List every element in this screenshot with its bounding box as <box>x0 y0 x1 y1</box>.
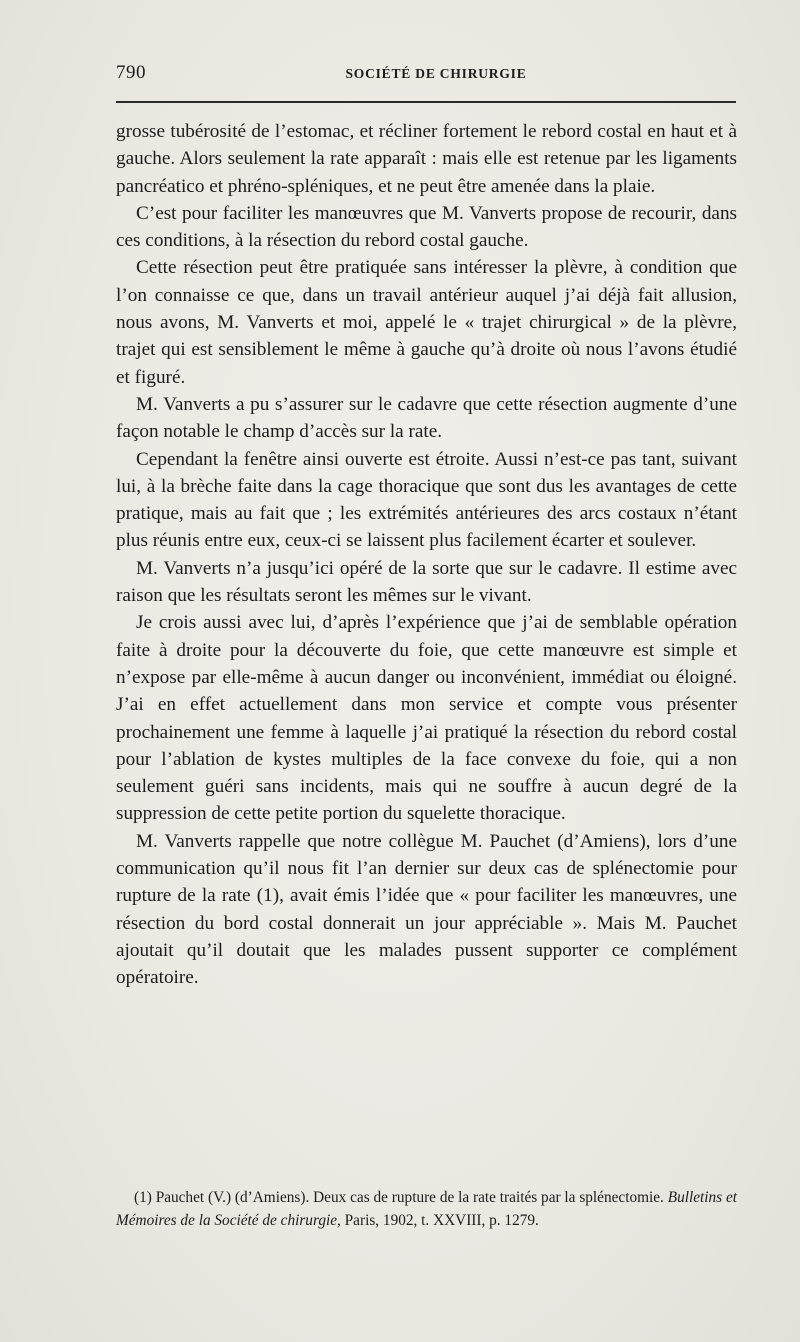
paragraph: M. Vanverts a pu s’assurer sur le cadavre que cette résection augmente d’une façon notable le champ d’accès sur la rate. <box>116 393 737 443</box>
paragraph: Cependant la fenêtre ainsi ouverte est étroite. Aussi n’est-ce pas tant, suivant lui, à la brèche faite dans la cage thoracique que sont dus les avantages de cette pratique, mais au fait que ; les extrémités antérieures des arcs costaux n’étant plus réunis entre eux, ceux-ci se laissent plus facilement écarter et soulever. <box>116 448 737 552</box>
paragraph: C’est pour faciliter les manœuvres que M. Vanverts propose de recourir, dans ces conditions, à la résection du rebord costal gauche. <box>116 202 737 252</box>
paragraph: M. Vanverts rappelle que notre collègue M. Pauchet (d’Amiens), lors d’une communication qu’il nous fit l’an dernier sur deux cas de splénectomie pour rupture de la rate (1), avait émis l’idée que « pour faciliter les manœuvres, une résection du bord costal donnerait un jour appréciable ». Mais M. Pauchet ajoutait qu’il doutait que les malades pussent supporter ce complément opératoire. <box>116 830 737 989</box>
page-header <box>116 62 736 90</box>
page-number: 790 <box>116 62 146 83</box>
paragraph: Cette résection peut être pratiquée sans intéresser la plèvre, à condition que l’on connaisse ce que, dans un travail antérieur auquel j’ai déjà fait allusion, nous avons, M. Vanverts et moi, appelé le « trajet chirurgical » de la plèvre, trajet qui est sensiblement le même à gauche qu’à droite où nous l’avons étudié et figuré. <box>116 257 737 388</box>
paragraph: Je crois aussi avec lui, d’après l’expérience que j’ai de semblable opération faite à droite pour la découverte du foie, que cette manœuvre est simple et n’expose par elle-même à aucun danger ou inconvénient, immédiat ou éloigné. J’ai en effet actuellement dans mon service et compte vous présenter prochainement une femme à laquelle j’ai pratiqué la résection du rebord costal pour l’ablation de kystes multiples de la face convexe du foie, qui a non seulement guéri sans incidents, mais qui ne souffre à aucun degré de la suppression de cette petite portion du squelette thoracique. <box>116 612 737 825</box>
footnote-tail: , Paris, 1902, t. XXVIII, p. 1279. <box>337 1212 539 1229</box>
footnote-lead: (1) Pauchet (V.) (d’Amiens). Deux cas de rupture de la rate traités par la splénectomie. <box>134 1189 668 1206</box>
body-text <box>116 118 737 992</box>
footnote-journal: Bulletins et Mémoires de la Société de chirurgie <box>116 1189 737 1229</box>
header-rule <box>116 101 736 103</box>
paragraph: M. Vanverts n’a jusqu’ici opéré de la sorte que sur le cadavre. Il estime avec raison que les résultats seront les mêmes sur le vivant. <box>116 557 737 607</box>
paragraph: grosse tubérosité de l’estomac, et récliner fortement le rebord costal en haut et à gauche. Alors seulement la rate apparaît : mais elle est retenue par les ligaments pancréatico et phréno-spléniques, et ne peut être amenée dans la plaie. <box>116 121 737 197</box>
footnote <box>116 1186 737 1232</box>
running-head: SOCIÉTÉ DE CHIRURGIE <box>345 66 527 81</box>
